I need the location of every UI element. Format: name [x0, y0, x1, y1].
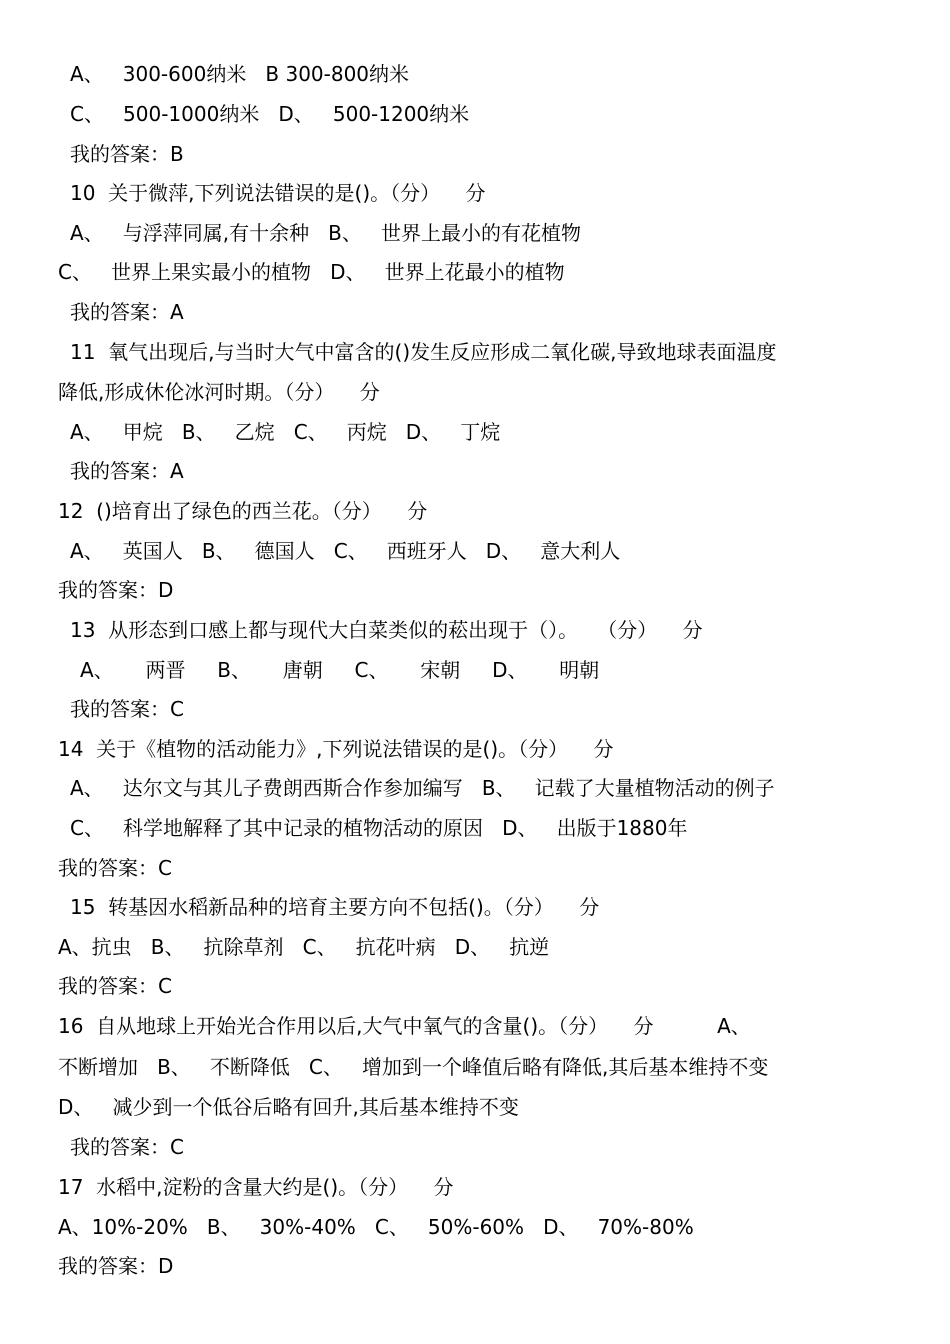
q12-options: A、 英国人 B、 德国人 C、 西班牙人 D、 意大利人: [70, 539, 621, 563]
q13-question: 13 从形态到口感上都与现代大白菜类似的菘出现于（）。 （分） 分: [70, 618, 703, 642]
q16-options-abc: 不断增加 B、 不断降低 C、 增加到一个峰值后略有降低,其后基本维持不变: [58, 1055, 769, 1079]
q17-question: 17 水稻中,淀粉的含量大约是()。（分） 分: [58, 1175, 454, 1199]
q12-answer: 我的答案：D: [58, 578, 174, 602]
q15-answer: 我的答案：C: [58, 974, 172, 998]
q10-question: 10 关于微萍,下列说法错误的是()。（分） 分: [70, 181, 486, 205]
q17-options: A、10%-20% B、 30%-40% C、 50%-60% D、 70%-80%: [58, 1215, 694, 1239]
q10-options-cd: C、 世界上果实最小的植物 D、 世界上花最小的植物: [58, 260, 565, 284]
q16-option-d: D、 减少到一个低谷后略有回升,其后基本维持不变: [58, 1095, 519, 1119]
q16-answer: 我的答案：C: [70, 1135, 184, 1159]
q17-answer: 我的答案：D: [58, 1254, 174, 1278]
q10-answer: 我的答案：A: [70, 300, 184, 324]
q13-answer: 我的答案：C: [70, 697, 184, 721]
q10-options-ab: A、 与浮萍同属,有十余种 B、 世界上最小的有花植物: [70, 221, 581, 245]
q9-options-ab: A、 300-600纳米 B 300-800纳米: [70, 62, 410, 86]
q14-options-cd: C、 科学地解释了其中记录的植物活动的原因 D、 出版于1880年: [70, 816, 688, 840]
q15-question: 15 转基因水稻新品种的培育主要方向不包括()。（分） 分: [70, 895, 600, 919]
q14-answer: 我的答案：C: [58, 856, 172, 880]
q13-options: A、 两晋 B、 唐朝 C、 宋朝 D、 明朝: [80, 658, 600, 682]
q14-options-ab: A、 达尔文与其儿子费朗西斯合作参加编写 B、 记载了大量植物活动的例子: [70, 776, 775, 800]
q15-options: A、抗虫 B、 抗除草剂 C、 抗花叶病 D、 抗逆: [58, 935, 550, 959]
q12-question: 12 ()培育出了绿色的西兰花。（分） 分: [58, 499, 428, 523]
q9-options-cd: C、 500-1000纳米 D、 500-1200纳米: [70, 102, 470, 126]
q11-question-line2: 降低,形成休伦冰河时期。（分） 分: [58, 380, 380, 404]
q9-answer: 我的答案：B: [70, 142, 184, 166]
q16-question: 16 自从地球上开始光合作用以后,大气中氧气的含量()。（分） 分 A、: [58, 1014, 751, 1038]
q11-options: A、 甲烷 B、 乙烷 C、 丙烷 D、 丁烷: [70, 420, 501, 444]
q11-answer: 我的答案：A: [70, 459, 184, 483]
q14-question: 14 关于《植物的活动能力》,下列说法错误的是()。（分） 分: [58, 737, 614, 761]
q11-question-line1: 11 氧气出现后,与当时大气中富含的()发生反应形成二氧化碳,导致地球表面温度: [70, 340, 777, 364]
